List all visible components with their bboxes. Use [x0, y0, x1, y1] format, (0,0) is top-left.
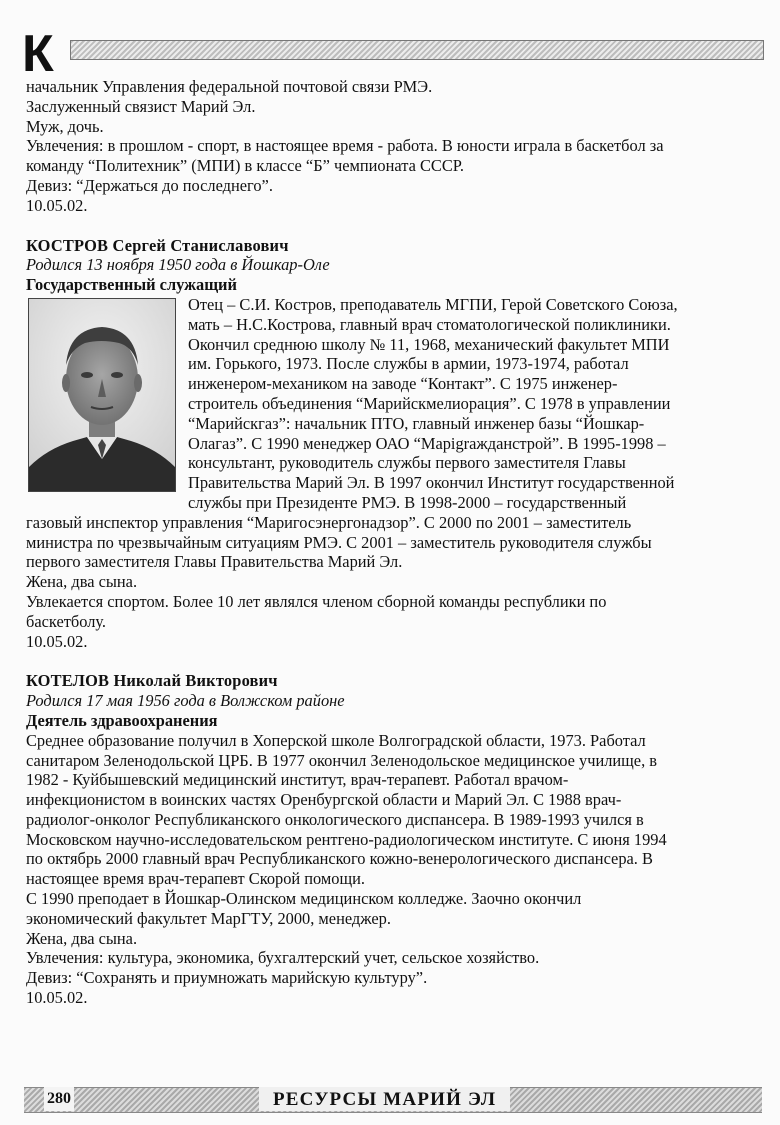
text-line: инженером-механиком на заводе “Контакт”. С 1975 инженер- [188, 374, 618, 394]
text-line: службы при Президенте РМЭ. В 1998-2000 – государственный [188, 492, 627, 512]
text-line: Правительства Марий Эл. В 1997 окончил Институт государственной [188, 473, 675, 493]
text-line: Московском научно-исследовательском рентгено-радиологическом институте. С июня 1994 [26, 829, 667, 849]
text-line: Увлечения: культура, экономика, бухгалтерский учет, сельское хозяйство. [26, 948, 540, 968]
birth-info: Родился 13 ноября 1950 года в Йошкар-Оле [26, 255, 330, 275]
entry-kotelov [26, 671, 738, 1008]
portrait-image [29, 299, 175, 491]
text-line: мать – Н.С.Кострова, главный врач стоматологической поликлиники. [188, 314, 671, 334]
biography [26, 731, 738, 1008]
person-name: КОТЕЛОВ Николай Викторович [26, 671, 278, 691]
decorative-hatch-bar [70, 40, 764, 60]
text-line: “Марийскгаз”: начальник ПТО, главный инженер базы “Йошкар- [188, 413, 645, 433]
birth-info: Родился 17 мая 1956 года в Волжском районе [26, 691, 345, 711]
text-line: Олагаз”. С 1990 менеджер ОАО “Марigrажданстрой”. В 1995-1998 – [188, 433, 666, 453]
text-line: начальник Управления федеральной почтовой связи РМЭ. [26, 77, 433, 96]
running-title: РЕСУРСЫ МАРИЙ ЭЛ [259, 1087, 510, 1111]
text-line: инфекционистом в воинских частях Оренбургской области и Марий Эл. С 1988 врач- [26, 790, 622, 810]
portrait-photo [28, 298, 176, 492]
text-line: Муж, дочь. [26, 116, 104, 136]
text-line: Отец – С.И. Костров, преподаватель МГПИ, Герой Советского Союза, [188, 294, 678, 314]
text-line: Увлечения: в прошлом - спорт, в настоящее время - работа. В юности играла в баскетбол за [26, 136, 664, 156]
section-letter: К [22, 25, 54, 83]
text-line: газовый инспектор управления “Маригосэнергонадзор”. С 2000 по 2001 – заместитель [26, 512, 632, 532]
text-line: С 1990 преподает в Йошкар-Олинском медицинском колледже. Заочно окончил [26, 889, 582, 909]
previous-entry-tail [26, 77, 738, 216]
text-line: настоящее время врач-терапевт Скорой помощи. [26, 869, 365, 889]
page-footer [24, 1085, 764, 1113]
person-name: КОСТРОВ Сергей Станиславович [26, 235, 289, 255]
text-line: первого заместителя Главы Правительства Марий Эл. [26, 552, 403, 572]
text-line: команду “Политехник” (МПИ) в классе “Б” чемпионата СССР. [26, 156, 464, 176]
text-line: строитель объединения “Марийскмелиорация”. С 1978 в управлении [188, 393, 671, 413]
text-line: Девиз: “Держаться до последнего”. [26, 175, 273, 195]
text-line: Заслуженный связист Марий Эл. [26, 96, 256, 116]
text-line: 1982 - Куйбышевский медицинский институт, врач-терапевт. Работал врачом- [26, 770, 569, 790]
text-line: санитаром Зеленодольской ЦРБ. В 1977 окончил Зеленодольское медицинское училище, в [26, 750, 658, 770]
text-line: Жена, два сына. [26, 572, 138, 592]
text-line: Увлекается спортом. Более 10 лет являлся членом сборной команды республики по [26, 591, 607, 611]
text-line: им. Горького, 1973. После службы в армии, 1973-1974, работал [188, 354, 629, 374]
entry-date: 10.05.02. [26, 631, 88, 651]
text-line: Жена, два сына. [26, 928, 138, 948]
text-line: Среднее образование получил в Хоперской школе Волгоградской области, 1973. Работал [26, 730, 646, 750]
page-content [26, 77, 738, 1008]
entry-date: 10.05.02. [26, 988, 88, 1008]
text-line: Окончил среднюю школу № 11, 1968, механический факультет МПИ [188, 334, 670, 354]
text-line: консультант, руководитель службы первого заместителя Главы [188, 453, 626, 473]
text-line: экономический факультет МарГТУ, 2000, менеджер. [26, 908, 391, 928]
entry-date: 10.05.02. [26, 195, 88, 215]
occupation: Деятель здравоохранения [26, 710, 218, 730]
page-number: 280 [44, 1087, 74, 1111]
text-line: Девиз: “Сохранять и приумножать марийскую культуру”. [26, 968, 428, 988]
text-line: министра по чрезвычайным ситуациям РМЭ. С 2001 – заместитель руководителя службы [26, 532, 652, 552]
text-line: по октябрь 2000 главный врач Республиканского кожно-венерологического диспансера. В [26, 849, 653, 869]
letter-section-header [22, 25, 762, 83]
text-line: баскетболу. [26, 611, 107, 631]
occupation: Государственный служащий [26, 275, 237, 295]
entry-kostrov [26, 236, 738, 652]
text-line: радиолог-онколог Республиканского онкологического диспансера. В 1989-1993 учился в [26, 809, 644, 829]
bio-below-photo [26, 513, 738, 652]
